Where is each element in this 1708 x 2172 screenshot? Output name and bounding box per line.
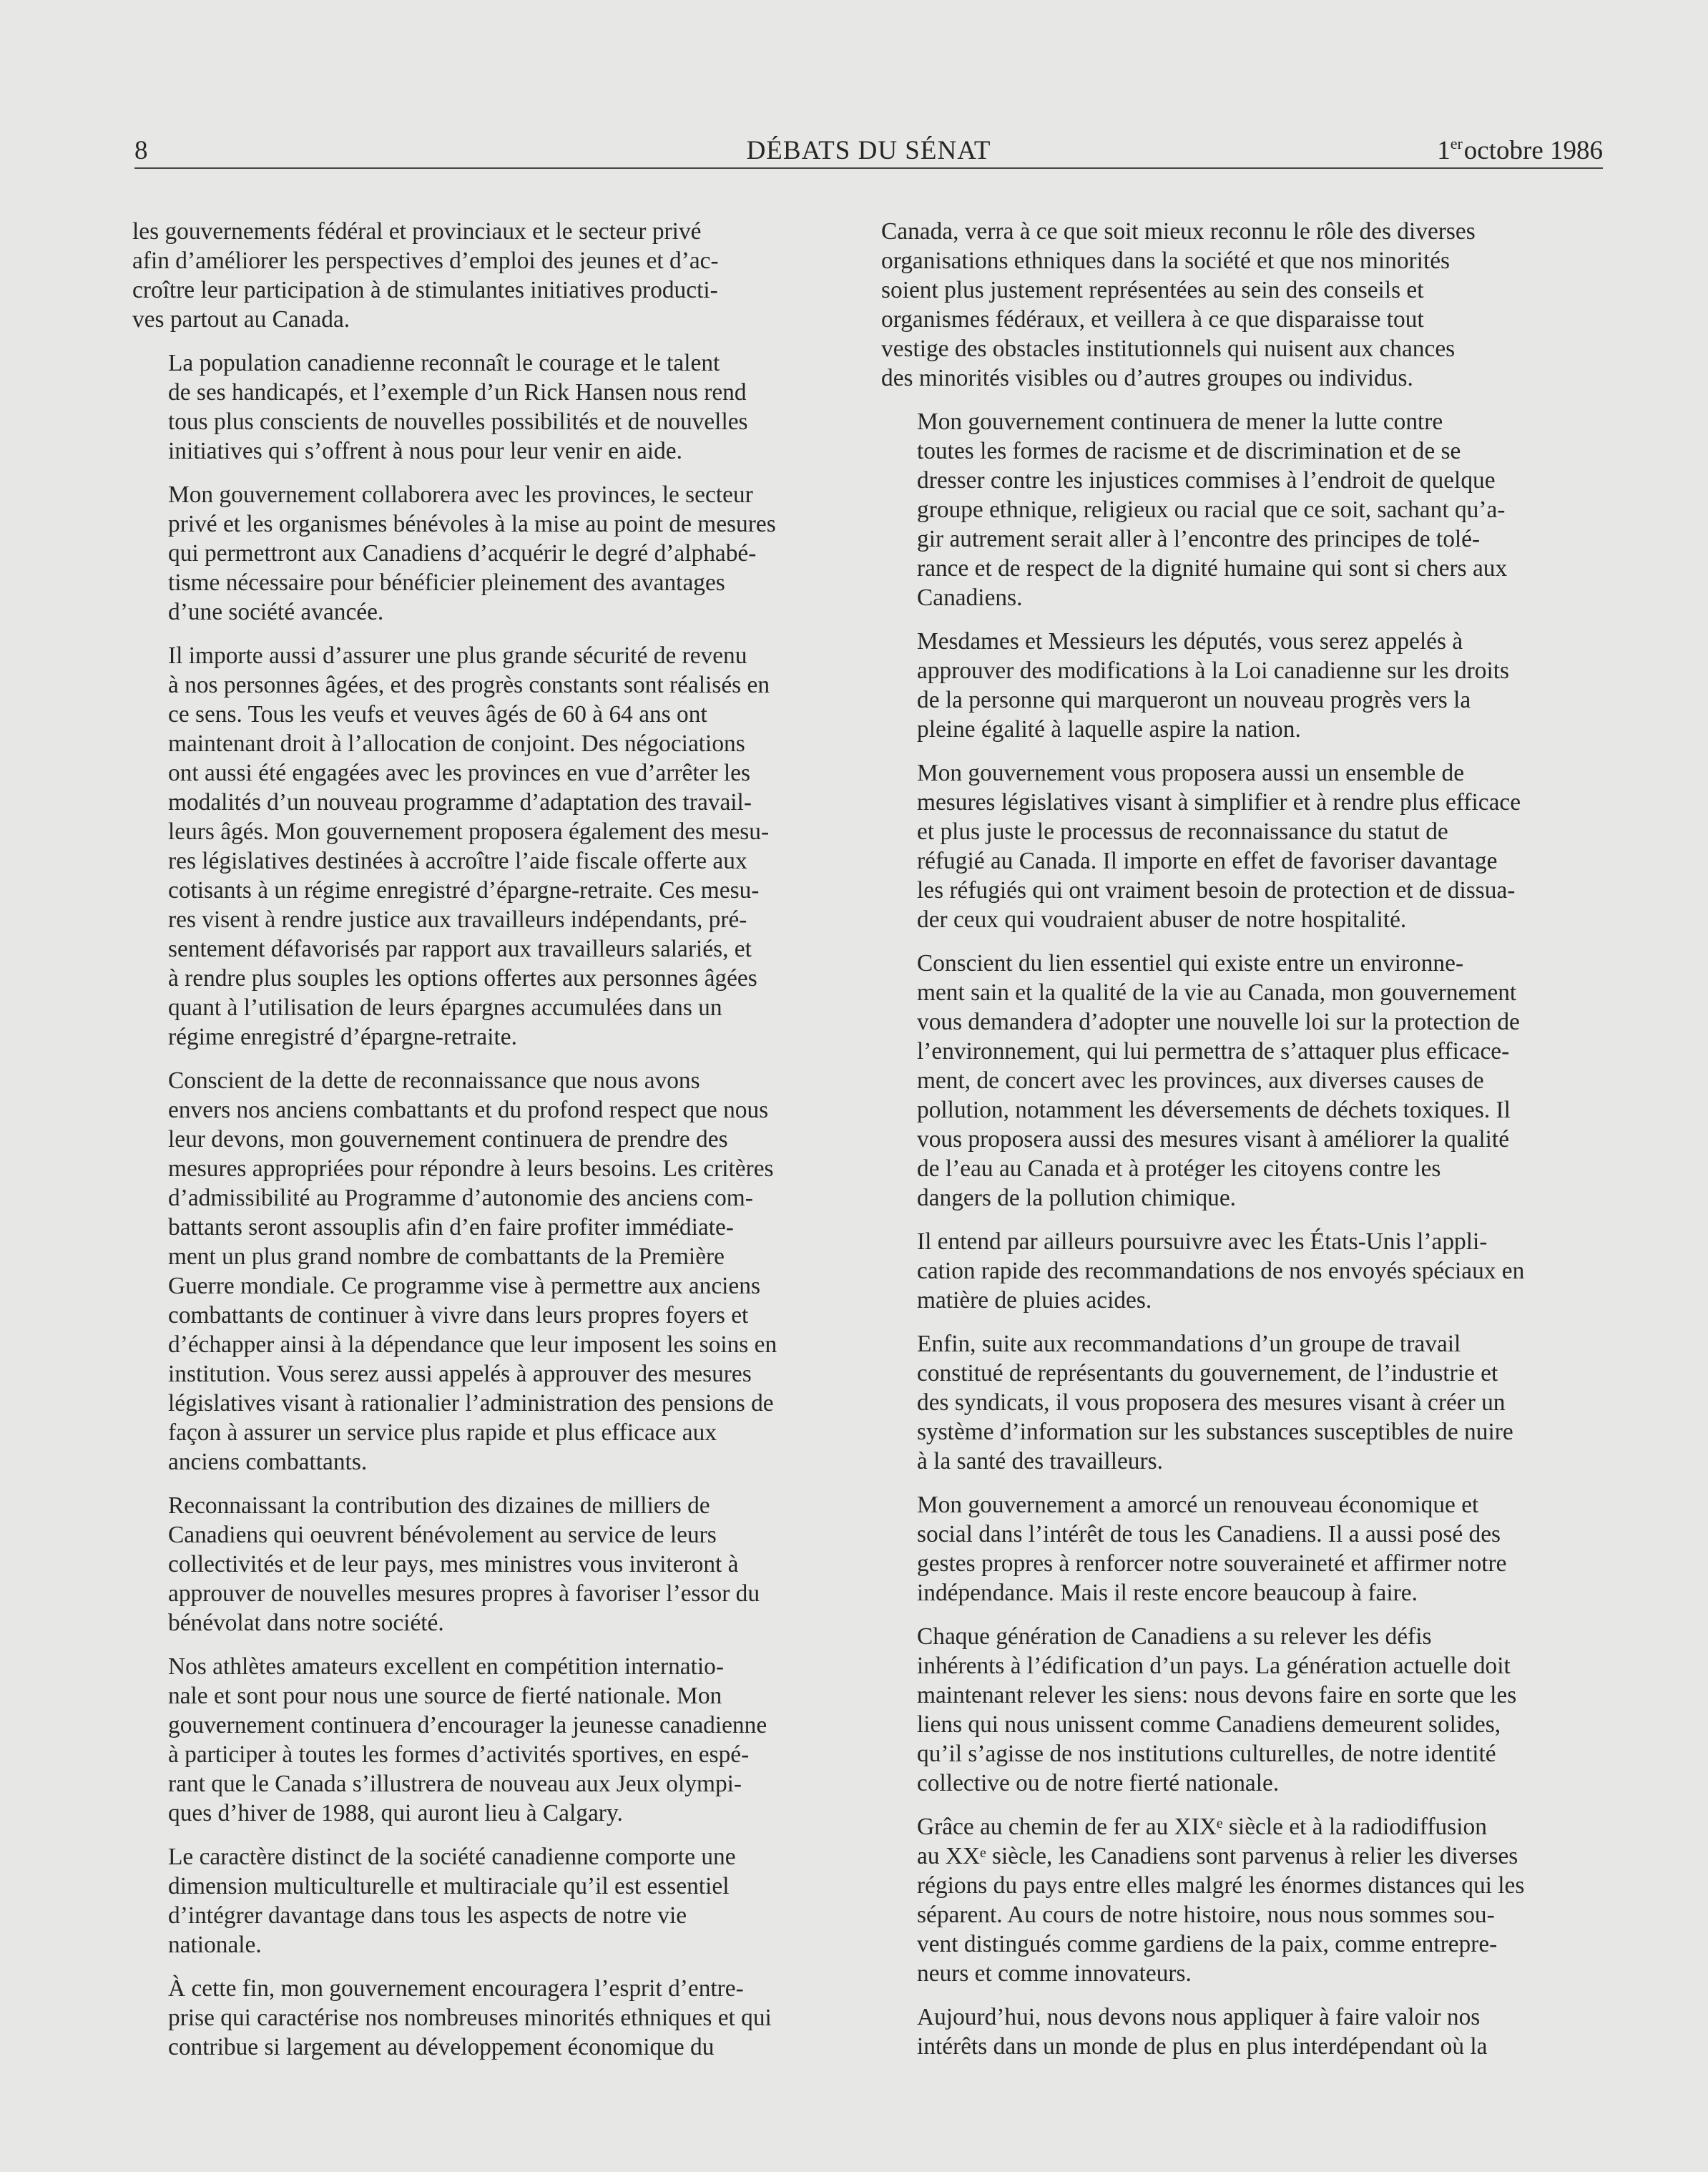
text-line: modalités d’un nouveau programme d’adaptation des travail- [168,789,752,816]
text-line: Enfin, suite aux recommandations d’un groupe de travail [917,1331,1461,1357]
text-line: à nos personnes âgées, et des progrès constants sont réalisés en [168,672,770,698]
text-line: ques d’hiver de 1988, qui auront lieu à Calgary. [168,1800,623,1826]
text-line: toutes les formes de racisme et de discrimination et de se [917,438,1461,464]
text-line: À cette fin, mon gouvernement encouragera l’esprit d’entre- [168,1975,744,2002]
text-line: d’admissibilité au Programme d’autonomie des anciens com- [168,1185,753,1211]
text-line: collective ou de notre fierté nationale. [917,1770,1280,1796]
text-line: leurs âgés. Mon gouvernement proposera également des mesu- [168,818,770,845]
text-line: afin d’améliorer les perspectives d’emploi des jeunes et d’ac- [132,248,719,274]
text-line: l’environnement, qui lui permettra de s’attaquer plus efficace- [917,1038,1510,1065]
right-text-column [881,217,1596,2075]
text-line: envers nos anciens combattants et du profond respect que nous [168,1097,769,1123]
text-line: séparent. Au cours de notre histoire, nous nous sommes sou- [917,1902,1495,1928]
text-line: rant que le Canada s’illustrera de nouveau aux Jeux olympi- [168,1771,742,1797]
paragraph [132,1974,848,2062]
text-line: tisme nécessaire pour bénéficier pleinement des avantages [168,569,725,596]
text-line: Reconnaissant la contribution des dizaines de milliers de [168,1492,710,1519]
text-line: régions du pays entre elles malgré les énormes distances qui les [917,1872,1525,1899]
text-line: approuver de nouvelles mesures propres à favoriser l’essor du [168,1580,760,1607]
text-line: initiatives qui s’offrent à nous pour leur venir en aide. [168,438,682,464]
text-line: croître leur participation à de stimulantes initiatives producti- [132,277,718,303]
date-ordinal-suffix: er [1450,134,1463,152]
text-line: institution. Vous serez aussi appelés à approuver des mesures [168,1361,752,1387]
text-line: Aujourd’hui, nous devons nous appliquer à faire valoir nos [917,2004,1481,2030]
left-text-column [132,217,848,2076]
text-line: qui permettront aux Canadiens d’acquérir le degré d’alphabé- [168,540,757,567]
text-line: Il entend par ailleurs poursuivre avec les États-Unis l’appli- [917,1228,1488,1255]
text-line: des syndicats, il vous proposera des mesures visant à créer un [917,1389,1506,1416]
text-line: approuver des modifications à la Loi canadienne sur les droits [917,657,1510,684]
text-line: matière de pluies acides. [917,1287,1152,1314]
text-line: mesures législatives visant à simplifier et à rendre plus efficace [917,789,1521,816]
text-line: combattants de continuer à vivre dans leurs propres foyers et [168,1302,749,1329]
text-line: nale et sont pour nous une source de fierté nationale. Mon [168,1683,722,1709]
paragraph [132,1842,848,1960]
text-line: ves partout au Canada. [132,306,350,333]
date-ordinal: 1 [1437,136,1451,165]
text-line: anciens combattants. [168,1449,368,1475]
paragraph [132,217,848,334]
text-line: régime enregistré d’épargne-retraite. [168,1024,517,1050]
text-line: vous proposera aussi des mesures visant à améliorer la qualité [917,1126,1510,1153]
paragraph [881,758,1596,934]
text-line: façon à assurer un service plus rapide et plus efficace aux [168,1419,717,1446]
text-line: leur devons, mon gouvernement continuera de prendre des [168,1126,728,1153]
text-line: inhérents à l’édification d’un pays. La génération actuelle doit [917,1653,1511,1679]
page-number: 8 [134,136,148,165]
text-line: La population canadienne reconnaît le courage et le talent [168,350,720,376]
text-line: ce sens. Tous les veufs et veuves âgés de 60 à 64 ans ont [168,701,707,728]
text-line: ont aussi été engagées avec les provinces en vue d’arrêter les [168,760,750,786]
paragraph [881,1329,1596,1476]
paragraph [132,348,848,466]
paragraph [881,1227,1596,1315]
text-line: privé et les organismes bénévoles à la mise au point de mesures [168,511,776,537]
text-line: intérêts dans un monde de plus en plus interdépendant où la [917,2033,1488,2060]
paragraph [132,480,848,627]
text-line: soient plus justement représentées au sein des conseils et [881,277,1424,303]
text-line: Conscient du lien essentiel qui existe entre un environne- [917,950,1464,977]
text-line: à rendre plus souples les options offertes aux personnes âgées [168,965,757,992]
text-line: neurs et comme innovateurs. [917,1960,1192,1987]
text-line: vestige des obstacles institutionnels qui nuisent aux chances [881,336,1456,362]
text-line: groupe ethnique, religieux ou racial que ce soit, sachant qu’a- [917,496,1506,523]
text-line: gestes propres à renforcer notre souveraineté et affirmer notre [917,1550,1507,1577]
text-line: au XXᵉ siècle, les Canadiens sont parvenus à relier les diverses [917,1843,1518,1869]
paragraph [132,1652,848,1828]
text-line: cotisants à un régime enregistré d’épargne-retraite. Ces mesu- [168,877,760,904]
text-line: Le caractère distinct de la société canadienne comporte une [168,1844,736,1870]
text-line: maintenant relever les siens: nous devons faire en sorte que les [917,1682,1517,1708]
text-line: qu’il s’agisse de nos institutions culturelles, de notre identité [917,1741,1496,1767]
text-line: tous plus conscients de nouvelles possibilités et de nouvelles [168,409,748,435]
text-line: der ceux qui voudraient abuser de notre hospitalité. [917,906,1407,933]
paragraph [881,949,1596,1213]
paragraph [881,1812,1596,1988]
paragraph [881,2002,1596,2061]
text-line: à la santé des travailleurs. [917,1448,1163,1474]
text-line: vent distingués comme gardiens de la paix, comme entrepre- [917,1931,1498,1957]
text-line: réfugié au Canada. Il importe en effet de favoriser davantage [917,848,1498,874]
running-header [134,134,1603,169]
text-line: à participer à toutes les formes d’activités sportives, en espé- [168,1741,750,1768]
text-line: ment, de concert avec les provinces, aux diverses causes de [917,1067,1484,1094]
text-line: Conscient de la dette de reconnaissance que nous avons [168,1067,700,1094]
paragraph [881,217,1596,393]
text-line: et plus juste le processus de reconnaissance du statut de [917,818,1448,845]
text-line: contribue si largement au développement économique du [168,2034,715,2060]
text-line: Guerre mondiale. Ce programme vise à permettre aux anciens [168,1273,760,1299]
text-line: pollution, notamment les déversements de déchets toxiques. Il [917,1097,1511,1123]
text-line: les gouvernements fédéral et provinciaux et le secteur privé [132,218,702,245]
text-line: liens qui nous unissent comme Canadiens demeurent solides, [917,1711,1501,1738]
text-line: Mon gouvernement collaborera avec les provinces, le secteur [168,481,753,508]
text-line: d’une société avancée. [168,599,384,625]
text-line: Mon gouvernement a amorcé un renouveau économique et [917,1492,1479,1518]
text-line: législatives visant à rationalier l’administration des pensions de [168,1390,774,1417]
text-line: prise qui caractérise nos nombreuses minorités ethniques et qui [168,2005,772,2031]
text-line: indépendance. Mais il reste encore beaucoup à faire. [917,1580,1418,1606]
text-line: battants seront assouplis afin d’en faire profiter immédiate- [168,1214,734,1241]
text-line: cation rapide des recommandations de nos envoyés spéciaux en [917,1258,1525,1284]
text-line: Il importe aussi d’assurer une plus grande sécurité de revenu [168,642,747,669]
paragraph [132,641,848,1052]
text-line: Canada, verra à ce que soit mieux reconnu le rôle des diverses [881,218,1476,245]
paragraph [132,1491,848,1638]
text-line: de la personne qui marqueront un nouveau progrès vers la [917,687,1471,713]
text-line: Chaque génération de Canadiens a su relever les défis [917,1623,1432,1650]
text-line: collectivités et de leur pays, mes ministres vous inviteront à [168,1551,739,1577]
text-line: sentement défavorisés par rapport aux travailleurs salariés, et [168,936,752,962]
text-line: nationale. [168,1932,262,1958]
paragraph [881,1490,1596,1608]
text-line: d’intégrer davantage dans tous les aspects de notre vie [168,1902,687,1929]
date-month-year: octobre 1986 [1463,136,1603,165]
text-line: Canadiens. [917,584,1023,611]
text-line: rance et de respect de la dignité humaine qui sont si chers aux [917,555,1508,582]
text-line: Mesdames et Messieurs les députés, vous serez appelés à [917,628,1463,655]
text-line: dresser contre les injustices commises à l’endroit de quelque [917,467,1496,494]
text-line: pleine égalité à laquelle aspire la nation. [917,716,1301,743]
text-line: quant à l’utilisation de leurs épargnes accumulées dans un [168,994,722,1021]
text-line: Grâce au chemin de fer au XIXᵉ siècle et à la radiodiffusion [917,1814,1487,1840]
text-line: ment sain et la qualité de la vie au Canada, mon gouvernement [917,979,1517,1006]
paragraph [881,407,1596,612]
text-line: vous demandera d’adopter une nouvelle loi sur la protection de [917,1009,1520,1035]
text-line: res législatives destinées à accroître l’aide fiscale offerte aux [168,848,747,874]
text-line: ment un plus grand nombre de combattants de la Première [168,1243,725,1270]
text-line: les réfugiés qui ont vraiment besoin de protection et de dissua- [917,877,1516,904]
text-line: Nos athlètes amateurs excellent en compétition internatio- [168,1653,724,1680]
text-line: dangers de la pollution chimique. [917,1185,1237,1211]
text-line: système d’information sur les substances susceptibles de nuire [917,1419,1513,1445]
text-line: gouvernement continuera d’encourager la jeunesse canadienne [168,1712,767,1738]
text-line: constitué de représentants du gouvernement, de l’industrie et [917,1360,1498,1386]
text-line: organisations ethniques dans la société et que nos minorités [881,248,1451,274]
text-line: social dans l’intérêt de tous les Canadiens. Il a aussi posé des [917,1521,1501,1547]
paragraph [132,1066,848,1477]
text-line: de ses handicapés, et l’exemple d’un Rick Hansen nous rend [168,379,747,406]
journal-title: DÉBATS DU SÉNAT [746,136,991,165]
issue-date [1437,134,1603,170]
text-line: Mon gouvernement vous proposera aussi un ensemble de [917,760,1465,786]
text-line: Canadiens qui oeuvrent bénévolement au service de leurs [168,1522,717,1548]
text-line: bénévolat dans notre société. [168,1610,444,1636]
text-line: maintenant droit à l’allocation de conjoint. Des négociations [168,730,745,757]
text-line: Mon gouvernement continuera de mener la lutte contre [917,409,1443,435]
text-line: gir autrement serait aller à l’encontre des principes de tolé- [917,526,1481,552]
text-line: des minorités visibles ou d’autres groupes ou individus. [881,365,1413,391]
text-line: res visent à rendre justice aux travailleurs indépendants, pré- [168,906,747,933]
text-line: d’échapper ainsi à la dépendance que leur imposent les soins en [168,1331,777,1358]
text-line: dimension multiculturelle et multiraciale qu’il est essentiel [168,1873,730,1899]
text-line: mesures appropriées pour répondre à leurs besoins. Les critères [168,1155,774,1182]
paragraph [881,1622,1596,1798]
text-line: de l’eau au Canada et à protéger les citoyens contre les [917,1155,1441,1182]
paragraph [881,627,1596,744]
text-line: organismes fédéraux, et veillera à ce que disparaisse tout [881,306,1424,333]
